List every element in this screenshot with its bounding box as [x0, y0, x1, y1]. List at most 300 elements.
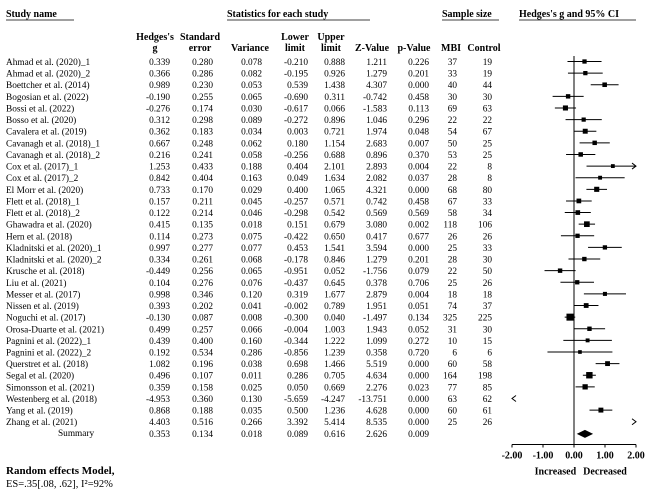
cell-lower: 0.050	[287, 383, 308, 394]
cell-z: -1.583	[362, 104, 387, 115]
cell-upper: 0.688	[324, 150, 345, 161]
effect-size-marker	[578, 350, 582, 354]
study-name-cell: Bosso et al. (2020)	[6, 116, 77, 127]
cell-z: -13.751	[358, 394, 387, 405]
cell-control: 8	[487, 174, 492, 185]
cell-var: 0.034	[241, 127, 262, 138]
cell-upper: 0.888	[324, 58, 345, 68]
cell-mbi: 25	[447, 243, 457, 254]
effect-size-marker	[586, 372, 592, 378]
cell-var: 0.008	[241, 313, 262, 324]
effect-size-marker	[598, 408, 603, 413]
direction-label-increased: Increased	[534, 466, 577, 478]
effect-size-marker	[598, 176, 602, 180]
study-name-cell: Cavalera et al. (2019)	[6, 127, 87, 138]
cell-control: 44	[482, 81, 492, 92]
cell-p: 0.458	[408, 92, 429, 103]
cell-mbi: 28	[447, 174, 457, 185]
cell-p: 0.000	[408, 418, 429, 429]
study-name-cell: Nissen et al. (2019)	[6, 302, 79, 313]
cell-p: 0.113	[408, 104, 429, 115]
cell-upper: 0.705	[324, 371, 345, 382]
cell-var: 0.030	[241, 104, 262, 115]
x-tick-label: 0.00	[565, 450, 583, 462]
x-tick-label: 2.00	[627, 450, 645, 462]
cell-mbi: 74	[447, 302, 457, 313]
cell-upper: 0.311	[324, 92, 345, 103]
cell-se: 0.170	[192, 185, 213, 196]
cell-z: 5.519	[366, 360, 387, 371]
cell-z: -1.756	[362, 267, 387, 278]
cell-control: 67	[482, 127, 492, 138]
effect-size-marker	[605, 361, 610, 366]
header-study-name: Study name	[6, 9, 57, 20]
cell-se: 0.516	[192, 418, 213, 429]
summary-cell-upper: 0.616	[324, 429, 345, 440]
effect-size-marker	[592, 141, 596, 145]
study-table-body	[6, 57, 492, 440]
cell-g: 0.104	[149, 278, 170, 289]
cell-z: 1.951	[366, 302, 387, 313]
cell-lower: 0.151	[287, 220, 308, 231]
effect-size-marker	[594, 187, 599, 192]
summary-cell-g: 0.353	[149, 429, 170, 440]
cell-mbi: 118	[443, 220, 457, 231]
cell-var: 0.018	[241, 220, 262, 231]
cell-mbi: 53	[447, 150, 457, 161]
cell-upper: 0.721	[324, 127, 345, 138]
cell-p: 0.000	[408, 406, 429, 417]
cell-mbi: 58	[447, 209, 457, 220]
cell-mbi: 33	[447, 69, 457, 80]
cell-p: 0.201	[408, 69, 429, 80]
cell-se: 0.257	[192, 325, 213, 336]
cell-var: 0.065	[241, 267, 262, 278]
col-header-control: Control	[467, 43, 501, 54]
cell-se: 0.298	[192, 116, 213, 127]
cell-mbi: 25	[447, 278, 457, 289]
cell-z: 2.276	[366, 383, 387, 394]
effect-size-marker	[602, 82, 607, 87]
cell-control: 26	[482, 232, 492, 243]
cell-upper: 0.052	[324, 267, 345, 278]
effect-size-marker	[582, 257, 586, 261]
cell-g: 0.997	[149, 243, 170, 254]
cell-lower: 0.539	[287, 81, 308, 92]
cell-lower: -0.210	[283, 58, 308, 68]
x-tick-label: 1.00	[596, 450, 614, 462]
cell-control: 18	[482, 290, 492, 301]
col-header-std-error-1: Standard	[179, 32, 221, 43]
direction-label-decreased: Decreased	[583, 466, 627, 478]
study-name-cell: Ahmad et al. (2020)_1	[6, 58, 91, 68]
study-name-cell: Cox et al. (2017)_1	[6, 162, 79, 173]
cell-z: 1.943	[366, 325, 387, 336]
cell-g: 0.842	[149, 174, 170, 185]
cell-control: 8	[487, 162, 492, 173]
study-name-cell: Kladnitski et al. (2020)_2	[6, 255, 102, 266]
cell-z: 1.046	[366, 116, 387, 127]
cell-mbi: 22	[447, 116, 457, 127]
cell-upper: 0.846	[324, 255, 345, 266]
cell-var: 0.286	[241, 348, 262, 359]
cell-var: 0.076	[241, 278, 262, 289]
cell-p: 0.134	[408, 313, 429, 324]
effect-size-marker	[582, 384, 587, 389]
cell-control: 26	[482, 418, 492, 429]
cell-z: 4.628	[366, 406, 387, 417]
cell-p: 0.004	[408, 290, 429, 301]
col-header-upper-2: limit	[321, 43, 341, 54]
cell-p: 0.272	[408, 336, 429, 347]
cell-se: 0.174	[192, 104, 213, 115]
cell-z: -1.497	[362, 313, 387, 324]
cell-p: 0.000	[408, 185, 429, 196]
cell-mbi: 10	[447, 336, 457, 347]
cell-mbi: 31	[447, 325, 457, 336]
cell-p: 0.000	[408, 360, 429, 371]
ci-arrow-offscale	[632, 419, 636, 425]
cell-control: 30	[482, 325, 492, 336]
study-name-cell: Querstret et al. (2018)	[6, 360, 89, 371]
caption-effect-size-line: ES=.35[.08, .62], I²=92%	[6, 479, 113, 490]
cell-mbi: 37	[447, 58, 457, 68]
cell-mbi: 22	[447, 162, 457, 173]
study-name-cell: Westenberg et al. (2018)	[6, 394, 97, 405]
cell-upper: 0.066	[324, 104, 345, 115]
col-header-hedges-g-2: g	[152, 43, 158, 54]
effect-size-marker	[583, 129, 588, 134]
cell-se: 0.360	[192, 394, 213, 405]
cell-upper: 0.040	[324, 313, 345, 324]
forest-plot-area	[502, 56, 645, 477]
cell-upper: 0.650	[324, 232, 345, 243]
cell-control: 26	[482, 278, 492, 289]
cell-mbi: 69	[447, 104, 457, 115]
cell-se: 0.211	[192, 197, 213, 208]
cell-p: 0.000	[408, 81, 429, 92]
cell-mbi: 67	[447, 197, 457, 208]
cell-control: 33	[482, 243, 492, 254]
cell-upper: 0.669	[324, 383, 345, 394]
cell-var: 0.041	[241, 302, 262, 313]
cell-g: -4.953	[145, 394, 170, 405]
cell-lower: -0.951	[283, 267, 308, 278]
cell-z: 0.358	[366, 348, 387, 359]
cell-lower: -0.344	[283, 336, 308, 347]
effect-size-marker	[587, 327, 591, 331]
cell-g: 0.415	[149, 220, 170, 231]
cell-p: 0.370	[408, 150, 429, 161]
cell-lower: -0.617	[283, 104, 308, 115]
cell-control: 15	[482, 336, 492, 347]
cell-upper: 2.101	[324, 162, 345, 173]
cell-se: 0.202	[192, 302, 213, 313]
cell-upper: 0.789	[324, 302, 345, 313]
cell-var: 0.188	[241, 162, 262, 173]
cell-se: 0.135	[192, 220, 213, 231]
cell-p: 0.079	[408, 267, 429, 278]
cell-upper: 1.239	[324, 348, 345, 359]
cell-se: 0.107	[192, 371, 213, 382]
cell-p: 0.296	[408, 116, 429, 127]
study-name-cell: Ahmad et al. (2020)_2	[6, 69, 91, 80]
cell-g: 0.216	[149, 150, 170, 161]
study-name-cell: Krusche et al. (2018)	[6, 267, 85, 278]
cell-p: 0.677	[408, 232, 429, 243]
cell-se: 0.286	[192, 69, 213, 80]
col-header-upper-1: Upper	[317, 32, 345, 43]
x-tick-label: -1.00	[532, 450, 554, 462]
cell-z: 4.634	[366, 371, 387, 382]
cell-lower: 0.404	[287, 162, 308, 173]
cell-upper: 1.222	[324, 336, 345, 347]
cell-mbi: 40	[447, 81, 457, 92]
cell-p: 0.201	[408, 255, 429, 266]
cell-g: 0.359	[149, 383, 170, 394]
cell-control: 63	[482, 104, 492, 115]
cell-g: 0.439	[149, 336, 170, 347]
cell-se: 0.280	[192, 58, 213, 68]
cell-lower: -0.300	[283, 313, 308, 324]
study-name-cell: Simonsson et al. (2021)	[6, 383, 95, 394]
effect-size-marker	[566, 314, 573, 321]
study-name-cell: Noguchi et al. (2017)	[6, 313, 86, 324]
cell-z: 1.279	[366, 255, 387, 266]
cell-z: -0.742	[362, 92, 387, 103]
cell-lower: 0.698	[287, 360, 308, 371]
cell-se: 0.183	[192, 127, 213, 138]
cell-se: 0.230	[192, 81, 213, 92]
cell-var: 0.053	[241, 81, 262, 92]
cell-se: 0.400	[192, 336, 213, 347]
cell-p: 0.002	[408, 220, 429, 231]
cell-z: 3.594	[366, 243, 387, 254]
cell-mbi: 325	[443, 313, 457, 324]
study-name-cell: Kladnitski et al. (2020)_1	[6, 243, 102, 254]
effect-size-marker	[566, 94, 570, 98]
cell-var: 0.082	[241, 69, 262, 80]
cell-mbi: 22	[447, 267, 457, 278]
cell-se: 0.214	[192, 209, 213, 220]
cell-upper: 1.154	[324, 139, 345, 150]
cell-z: 2.082	[366, 174, 387, 185]
cell-var: 0.038	[241, 360, 262, 371]
cell-z: 1.211	[366, 58, 387, 68]
cell-se: 0.433	[192, 162, 213, 173]
study-name-cell: Segal et al. (2020)	[6, 371, 75, 382]
cell-z: 2.879	[366, 290, 387, 301]
cell-control: 22	[482, 116, 492, 127]
cell-z: 1.099	[366, 336, 387, 347]
study-name-cell: Bogosian et al. (2022)	[6, 92, 89, 103]
cell-control: 85	[482, 383, 492, 394]
cell-se: 0.241	[192, 150, 213, 161]
cell-se: 0.158	[192, 383, 213, 394]
cell-p: 0.000	[408, 394, 429, 405]
cell-lower: -0.856	[283, 348, 308, 359]
cell-se: 0.277	[192, 243, 213, 254]
cell-p: 0.004	[408, 162, 429, 173]
effect-size-marker	[575, 210, 580, 215]
cell-se: 0.087	[192, 313, 213, 324]
cell-control: 19	[482, 58, 492, 68]
cell-g: 0.114	[149, 232, 170, 243]
study-name-cell: Orosa-Duarte et al. (2021)	[6, 325, 105, 336]
cell-control: 80	[482, 185, 492, 196]
cell-upper: 1.634	[324, 174, 345, 185]
cell-lower: 0.286	[287, 371, 308, 382]
cell-control: 25	[482, 139, 492, 150]
cell-p: 0.706	[408, 278, 429, 289]
cell-var: 0.045	[241, 197, 262, 208]
col-header-hedges-g-1: Hedges's	[136, 32, 174, 43]
cell-g: -0.190	[145, 92, 170, 103]
cell-var: 0.046	[241, 209, 262, 220]
col-header-std-error-2: error	[188, 43, 212, 54]
cell-mbi: 28	[447, 255, 457, 266]
effect-size-marker	[558, 268, 562, 272]
cell-control: 225	[478, 313, 492, 324]
col-header-z-value: Z-Value	[354, 43, 390, 54]
effect-size-marker	[582, 118, 586, 122]
cell-mbi: 68	[447, 185, 457, 196]
cell-mbi: 50	[447, 139, 457, 150]
study-name-cell: Cavanagh et al. (2018)_2	[6, 150, 100, 161]
cell-g: 4.403	[149, 418, 170, 429]
cell-control: 37	[482, 302, 492, 313]
cell-lower: 0.003	[287, 127, 308, 138]
cell-se: 0.276	[192, 278, 213, 289]
cell-p: 0.048	[408, 127, 429, 138]
cell-lower: -0.272	[283, 116, 308, 127]
cell-lower: -0.422	[283, 232, 308, 243]
cell-var: 0.077	[241, 243, 262, 254]
effect-size-marker	[611, 164, 615, 168]
cell-se: 0.188	[192, 406, 213, 417]
cell-lower: -0.298	[283, 209, 308, 220]
effect-size-marker	[577, 199, 582, 204]
cell-se: 0.534	[192, 348, 213, 359]
cell-lower: -0.256	[283, 150, 308, 161]
cell-control: 19	[482, 69, 492, 80]
cell-var: 0.160	[241, 336, 262, 347]
cell-mbi: 60	[447, 406, 457, 417]
cell-lower: -0.178	[283, 255, 308, 266]
cell-g: 0.496	[149, 371, 170, 382]
cell-lower: -5.659	[283, 394, 308, 405]
cell-p: 0.226	[408, 58, 429, 68]
cell-upper: 5.414	[324, 418, 345, 429]
ci-arrow-offscale	[512, 395, 516, 401]
cell-control: 25	[482, 150, 492, 161]
cell-p: 0.052	[408, 325, 429, 336]
cell-g: -0.130	[145, 313, 170, 324]
summary-cell-var: 0.018	[241, 429, 262, 440]
cell-z: 0.742	[366, 197, 387, 208]
cell-lower: 0.319	[287, 290, 308, 301]
cell-p: 0.458	[408, 197, 429, 208]
cell-g: 0.366	[149, 69, 170, 80]
cell-upper: 1.438	[324, 81, 345, 92]
study-name-cell: Messer et al. (2017)	[6, 290, 81, 301]
cell-lower: -0.002	[283, 302, 308, 313]
cell-upper: 0.926	[324, 69, 345, 80]
cell-z: 8.535	[366, 418, 387, 429]
cell-var: 0.058	[241, 150, 262, 161]
cell-g: 0.122	[149, 209, 170, 220]
effect-size-marker	[586, 338, 590, 342]
effect-size-marker	[575, 280, 579, 284]
cell-lower: -0.690	[283, 92, 308, 103]
col-header-p-value: p-Value	[397, 43, 431, 54]
cell-z: 0.378	[366, 278, 387, 289]
cell-upper: 1.065	[324, 185, 345, 196]
effect-size-marker	[563, 105, 568, 110]
study-name-cell: Liu et al. (2021)	[6, 278, 67, 289]
cell-lower: -0.004	[283, 325, 308, 336]
cell-g: 0.393	[149, 302, 170, 313]
cell-z: 2.683	[366, 139, 387, 150]
cell-upper: 1.236	[324, 406, 345, 417]
cell-g: -0.276	[145, 104, 170, 115]
cell-z: 0.896	[366, 150, 387, 161]
cell-z: 2.893	[366, 162, 387, 173]
cell-lower: -0.257	[283, 197, 308, 208]
cell-g: 0.989	[149, 81, 170, 92]
summary-cell-lower: 0.089	[287, 429, 308, 440]
cell-var: 0.035	[241, 406, 262, 417]
cell-control: 50	[482, 267, 492, 278]
cell-z: 0.569	[366, 209, 387, 220]
cell-g: 0.667	[149, 139, 170, 150]
x-tick-label: -2.00	[501, 450, 523, 462]
cell-upper: -4.247	[320, 394, 345, 405]
study-name-cell: Zhang et al. (2021)	[6, 418, 78, 429]
cell-se: 0.248	[192, 139, 213, 150]
col-header-lower-2: limit	[285, 43, 305, 54]
cell-var: 0.130	[241, 394, 262, 405]
cell-upper: 0.896	[324, 116, 345, 127]
cell-p: 0.023	[408, 383, 429, 394]
cell-var: 0.066	[241, 325, 262, 336]
cell-control: 198	[478, 371, 492, 382]
effect-size-marker	[575, 234, 579, 238]
col-header-mbi: MBI	[441, 43, 461, 54]
cell-upper: 1.677	[324, 290, 345, 301]
cell-p: 0.037	[408, 174, 429, 185]
header-sample-group: Sample size	[442, 9, 492, 20]
cell-se: 0.346	[192, 290, 213, 301]
cell-g: 0.192	[149, 348, 170, 359]
cell-control: 34	[482, 209, 492, 220]
effect-size-marker	[603, 245, 607, 249]
cell-z: 1.974	[366, 127, 387, 138]
col-header-variance: Variance	[231, 43, 269, 54]
cell-mbi: 6	[452, 348, 457, 359]
model-caption	[6, 464, 114, 492]
cell-g: 0.868	[149, 406, 170, 417]
effect-size-marker	[583, 71, 587, 75]
cell-var: 0.089	[241, 116, 262, 127]
cell-upper: 0.679	[324, 220, 345, 231]
cell-upper: 0.542	[324, 209, 345, 220]
cell-control: 61	[482, 406, 492, 417]
cell-var: 0.062	[241, 139, 262, 150]
cell-g: 0.733	[149, 185, 170, 196]
caption-model-line: Random effects Model,	[6, 465, 115, 477]
cell-mbi: 26	[447, 232, 457, 243]
